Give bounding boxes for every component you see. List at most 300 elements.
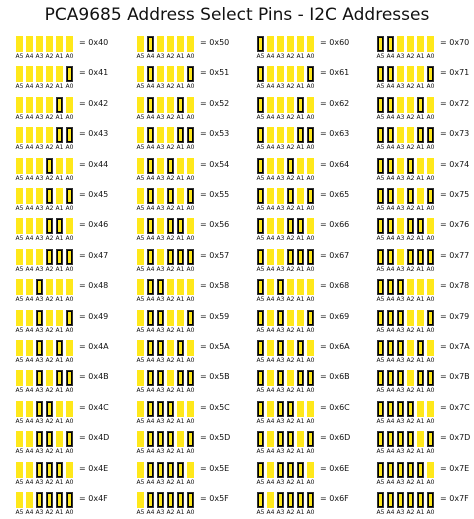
solder-bridge [147,249,154,265]
solder-bridge [147,97,154,113]
i2c-address-label: = 0x46 [79,220,109,230]
address-entry [14,276,132,306]
pin-label: A4 [386,235,395,243]
pin-label: A4 [146,53,155,60]
jumper-pad-a0 [307,431,314,447]
jumper-pad-a1 [177,462,184,478]
jumper-pad-a5 [16,340,23,356]
jumper-pad-a5 [137,249,144,265]
pin-label: A0 [306,113,315,121]
jumper-pad-a4 [147,492,154,508]
jumper-pad-a3 [157,36,164,52]
jumper-pad-a2 [167,370,174,386]
jumper-pad-a1 [297,370,304,386]
jumper-pad-a5 [257,370,264,386]
jumper-pad-a4 [387,310,394,326]
pin-label: A5 [15,357,24,364]
jumper-pad-a0 [307,340,314,356]
jumper-pad-a3 [277,401,284,417]
pin-label: A0 [426,509,435,516]
pin-label: A5 [15,113,24,121]
pin-label: A4 [25,387,34,395]
pin-label: A0 [426,113,435,121]
pin-label: A3 [276,448,285,456]
pin-label: A4 [266,387,275,395]
jumper-pad-a2 [287,370,294,386]
solder-bridge [36,462,43,478]
i2c-address-label: = 0x60 [320,38,350,47]
address-entry [135,489,253,519]
jumper-pad-a4 [147,279,154,295]
pin-label: A2 [45,144,54,152]
pin-label: A2 [406,265,415,273]
solder-bridge [287,218,294,234]
pin-label: A2 [166,113,175,121]
pin-label: A0 [426,265,435,273]
solder-bridge [427,370,434,386]
solder-bridge [397,401,404,417]
jumper-pad-a1 [177,249,184,265]
solder-bridge [147,401,154,417]
i2c-address-label: = 0x4E [79,463,109,473]
pin-label: A5 [256,265,265,273]
solder-bridge [157,431,164,447]
jumper-pad-a5 [137,310,144,326]
pin-label: A1 [55,326,64,334]
pin-label: A3 [396,53,405,60]
jumper-pad-a3 [36,36,43,52]
pin-label: A5 [15,478,24,486]
jumper-pad-a0 [427,97,434,113]
solder-bridge [257,401,264,417]
pin-label: A0 [306,387,315,395]
jumper-pad-a1 [417,462,424,478]
i2c-address-label: = 0x67 [320,250,350,260]
jumper-pad-a2 [167,340,174,356]
solder-bridge [56,249,63,265]
jumper-pad-a5 [137,127,144,143]
solder-bridge [377,370,384,386]
jumper-pad-a3 [397,188,404,204]
pin-label: A2 [166,235,175,243]
jumper-pad-a2 [407,97,414,113]
address-entry [14,124,132,154]
pin-label: A5 [256,296,265,304]
jumper-pad-a3 [397,127,404,143]
pin-label: A4 [25,83,34,91]
jumper-pad-a4 [267,249,274,265]
pin-label: A0 [186,448,195,456]
jumper-pad-a5 [137,188,144,204]
solder-bridge [147,158,154,174]
pin-label: A2 [45,296,54,304]
jumper-pad-a2 [167,401,174,417]
pin-label: A4 [266,357,275,364]
jumper-pad-a4 [387,97,394,113]
solder-bridge [287,249,294,265]
solder-bridge [46,462,53,478]
jumper-pad-a4 [387,249,394,265]
pin-label: A2 [45,265,54,273]
pin-label: A3 [35,509,44,516]
pin-label: A4 [146,509,155,516]
solder-bridge [177,97,184,113]
pin-label: A3 [35,387,44,395]
pin-label: A0 [186,205,195,212]
jumper-pad-a1 [177,279,184,295]
jumper-pad-a5 [257,218,264,234]
jumper-pad-a3 [277,310,284,326]
solder-bridge [417,249,424,265]
solder-bridge [387,370,394,386]
jumper-pad-a2 [407,127,414,143]
pin-label: A0 [186,509,195,516]
jumper-pad-a0 [187,370,194,386]
jumper-pad-a3 [36,188,43,204]
pin-label: A0 [65,357,74,364]
pin-label: A3 [156,326,165,334]
jumper-pad-a3 [36,158,43,174]
address-entry [255,155,373,185]
pin-label: A1 [55,478,64,486]
solder-bridge [147,310,154,326]
jumper-pad-a5 [377,370,384,386]
pin-label: A3 [156,205,165,212]
pin-label: A0 [426,296,435,304]
pin-label: A1 [296,113,305,121]
solder-bridge [407,218,414,234]
solder-bridge [257,127,264,143]
pin-label: A1 [416,174,425,182]
jumper-pad-a5 [377,127,384,143]
pin-label: A5 [136,53,145,60]
pin-label: A4 [25,296,34,304]
jumper-pad-a5 [257,36,264,52]
address-entry [14,33,132,63]
pin-label: A4 [146,265,155,273]
jumper-pad-a1 [177,370,184,386]
pin-label: A5 [136,265,145,273]
jumper-pad-a2 [167,66,174,82]
address-entry [255,489,373,519]
i2c-address-label: = 0x51 [200,68,230,78]
pin-label: A4 [386,174,395,182]
jumper-pad-a4 [267,188,274,204]
address-entry [14,94,132,124]
solder-bridge [257,279,264,295]
jumper-pad-a0 [427,310,434,326]
jumper-pad-a2 [46,340,53,356]
jumper-pad-a1 [417,492,424,508]
pin-label: A2 [406,417,415,425]
solder-bridge [36,279,43,295]
pin-label: A3 [396,113,405,121]
pin-label: A5 [136,326,145,334]
jumper-pad-a2 [167,127,174,143]
solder-bridge [427,492,434,508]
jumper-pad-a1 [297,158,304,174]
jumper-pad-a0 [187,462,194,478]
jumper-pad-a5 [257,158,264,174]
jumper-pad-a4 [26,188,33,204]
pin-label: A4 [146,417,155,425]
jumper-pad-a3 [397,158,404,174]
jumper-pad-a1 [297,401,304,417]
pin-label: A5 [256,144,265,152]
jumper-pad-a5 [137,370,144,386]
pin-label: A1 [296,417,305,425]
jumper-pad-a5 [137,97,144,113]
jumper-pad-a5 [16,462,23,478]
i2c-address-label: = 0x4B [79,372,109,382]
i2c-address-label: = 0x7D [440,433,471,443]
jumper-pad-a5 [377,279,384,295]
solder-bridge [307,66,314,82]
jumper-pad-a3 [157,370,164,386]
jumper-pad-a3 [397,492,404,508]
pin-label: A4 [146,235,155,243]
pin-label: A3 [156,478,165,486]
solder-bridge [417,340,424,356]
pin-label: A0 [186,387,195,395]
solder-bridge [387,279,394,295]
pin-label: A0 [65,265,74,273]
jumper-pad-a0 [187,340,194,356]
solder-bridge [297,492,304,508]
pin-label: A4 [266,326,275,334]
jumper-pad-a4 [147,462,154,478]
jumper-pad-a2 [407,370,414,386]
pin-label: A5 [136,478,145,486]
jumper-pad-a0 [187,310,194,326]
solder-bridge [177,370,184,386]
jumper-pad-a0 [307,188,314,204]
pin-label: A2 [286,448,295,456]
jumper-pad-a0 [187,188,194,204]
solder-bridge [377,66,384,82]
solder-bridge [377,158,384,174]
solder-bridge [147,431,154,447]
solder-bridge [66,310,73,326]
pin-label: A0 [306,53,315,60]
solder-bridge [187,370,194,386]
pin-label: A4 [25,357,34,364]
address-entry [135,63,253,93]
jumper-pad-a5 [257,401,264,417]
pin-label: A3 [156,265,165,273]
pin-label: A0 [65,235,74,243]
jumper-pad-a0 [187,97,194,113]
pin-label: A1 [176,296,185,304]
jumper-pad-a3 [36,401,43,417]
pin-label: A4 [146,144,155,152]
pin-label: A4 [25,205,34,212]
pin-label: A4 [25,448,34,456]
pin-label: A1 [296,53,305,60]
page-title: PCA9685 Address Select Pins - I2C Addresses [44,5,430,25]
jumper-pad-a3 [277,158,284,174]
pin-label: A4 [25,265,34,273]
address-entry [135,428,253,458]
pin-label: A1 [55,205,64,212]
pin-label: A5 [256,417,265,425]
jumper-pad-a0 [307,36,314,52]
jumper-pad-a3 [157,401,164,417]
pin-label: A3 [35,326,44,334]
pin-label: A1 [55,53,64,60]
pin-label: A0 [65,417,74,425]
jumper-pad-a5 [257,249,264,265]
solder-bridge [427,310,434,326]
address-entry [14,185,132,215]
jumper-pad-a1 [297,310,304,326]
pin-label: A1 [55,265,64,273]
pin-label: A3 [156,174,165,182]
jumper-pad-a1 [177,36,184,52]
solder-bridge [66,492,73,508]
pin-label: A4 [266,509,275,516]
solder-bridge [257,36,264,52]
solder-bridge [167,158,174,174]
pin-label: A3 [156,387,165,395]
jumper-pad-a4 [387,36,394,52]
jumper-pad-a2 [167,279,174,295]
solder-bridge [46,431,53,447]
jumper-pad-a3 [397,279,404,295]
address-entry [135,33,253,63]
i2c-address-label: = 0x44 [79,159,109,169]
jumper-pad-a5 [377,462,384,478]
jumper-pad-a4 [267,492,274,508]
pin-label: A3 [396,326,405,334]
pin-label: A0 [65,113,74,121]
pin-label: A0 [186,265,195,273]
solder-bridge [387,340,394,356]
pin-label: A3 [396,83,405,91]
jumper-pad-a3 [36,431,43,447]
solder-bridge [387,66,394,82]
solder-bridge [46,249,53,265]
jumper-pad-a4 [26,401,33,417]
pin-label: A1 [296,357,305,364]
pin-label: A4 [386,478,395,486]
solder-bridge [187,492,194,508]
jumper-pad-a5 [16,310,23,326]
jumper-pad-a0 [66,97,73,113]
solder-bridge [417,127,424,143]
jumper-pad-a2 [167,188,174,204]
i2c-address-label: = 0x68 [320,281,350,291]
pin-label: A0 [65,326,74,334]
address-entry [375,246,474,276]
jumper-pad-a0 [187,66,194,82]
jumper-pad-a5 [257,66,264,82]
pin-label: A1 [416,235,425,243]
pin-label: A0 [65,174,74,182]
solder-bridge [187,188,194,204]
pin-label: A2 [166,509,175,516]
i2c-address-label: = 0x55 [200,190,230,199]
solder-bridge [297,340,304,356]
pin-label: A0 [186,83,195,91]
pin-label: A5 [256,357,265,364]
solder-bridge [157,340,164,356]
jumper-pad-a1 [417,218,424,234]
pin-label: A1 [55,174,64,182]
pin-label: A0 [426,448,435,456]
pin-label: A1 [416,144,425,152]
jumper-pad-a5 [137,279,144,295]
pin-label: A5 [136,205,145,212]
solder-bridge [417,462,424,478]
i2c-address-label: = 0x56 [200,220,230,230]
jumper-pad-a4 [26,340,33,356]
jumper-pad-a1 [297,431,304,447]
pin-label: A4 [146,478,155,486]
jumper-pad-a3 [277,97,284,113]
jumper-pad-a2 [46,279,53,295]
jumper-pad-a3 [36,218,43,234]
solder-bridge [377,462,384,478]
pin-label: A5 [376,205,385,212]
solder-bridge [187,66,194,82]
solder-bridge [56,97,63,113]
pin-label: A0 [426,235,435,243]
jumper-pad-a2 [287,431,294,447]
jumper-pad-a1 [177,310,184,326]
jumper-pad-a2 [407,66,414,82]
solder-bridge [427,127,434,143]
jumper-pad-a4 [387,431,394,447]
jumper-pad-a2 [407,188,414,204]
pin-label: A4 [266,205,275,212]
pin-label: A4 [146,448,155,456]
jumper-pad-a4 [267,340,274,356]
pin-label: A2 [45,83,54,91]
i2c-address-label: = 0x6D [320,433,351,443]
jumper-pad-a4 [267,462,274,478]
jumper-pad-a4 [267,401,274,417]
pin-label: A2 [166,83,175,91]
jumper-pad-a0 [187,431,194,447]
jumper-pad-a4 [26,431,33,447]
pin-label: A1 [296,205,305,212]
jumper-pad-a5 [16,249,23,265]
jumper-pad-a0 [66,431,73,447]
jumper-pad-a3 [157,279,164,295]
pin-label: A2 [286,144,295,152]
jumper-pad-a2 [167,97,174,113]
jumper-pad-a3 [277,127,284,143]
solder-bridge [147,492,154,508]
address-entry [14,367,132,397]
pin-label: A0 [306,265,315,273]
pin-label: A3 [276,265,285,273]
pin-label: A3 [35,235,44,243]
pin-label: A4 [386,113,395,121]
pin-label: A5 [376,326,385,334]
jumper-pad-a1 [297,462,304,478]
pin-label: A1 [55,296,64,304]
jumper-pad-a3 [277,340,284,356]
solder-bridge [297,249,304,265]
solder-bridge [147,279,154,295]
solder-bridge [377,188,384,204]
solder-bridge [187,310,194,326]
pin-label: A0 [65,296,74,304]
jumper-pad-a2 [46,249,53,265]
i2c-address-label: = 0x70 [440,38,470,47]
